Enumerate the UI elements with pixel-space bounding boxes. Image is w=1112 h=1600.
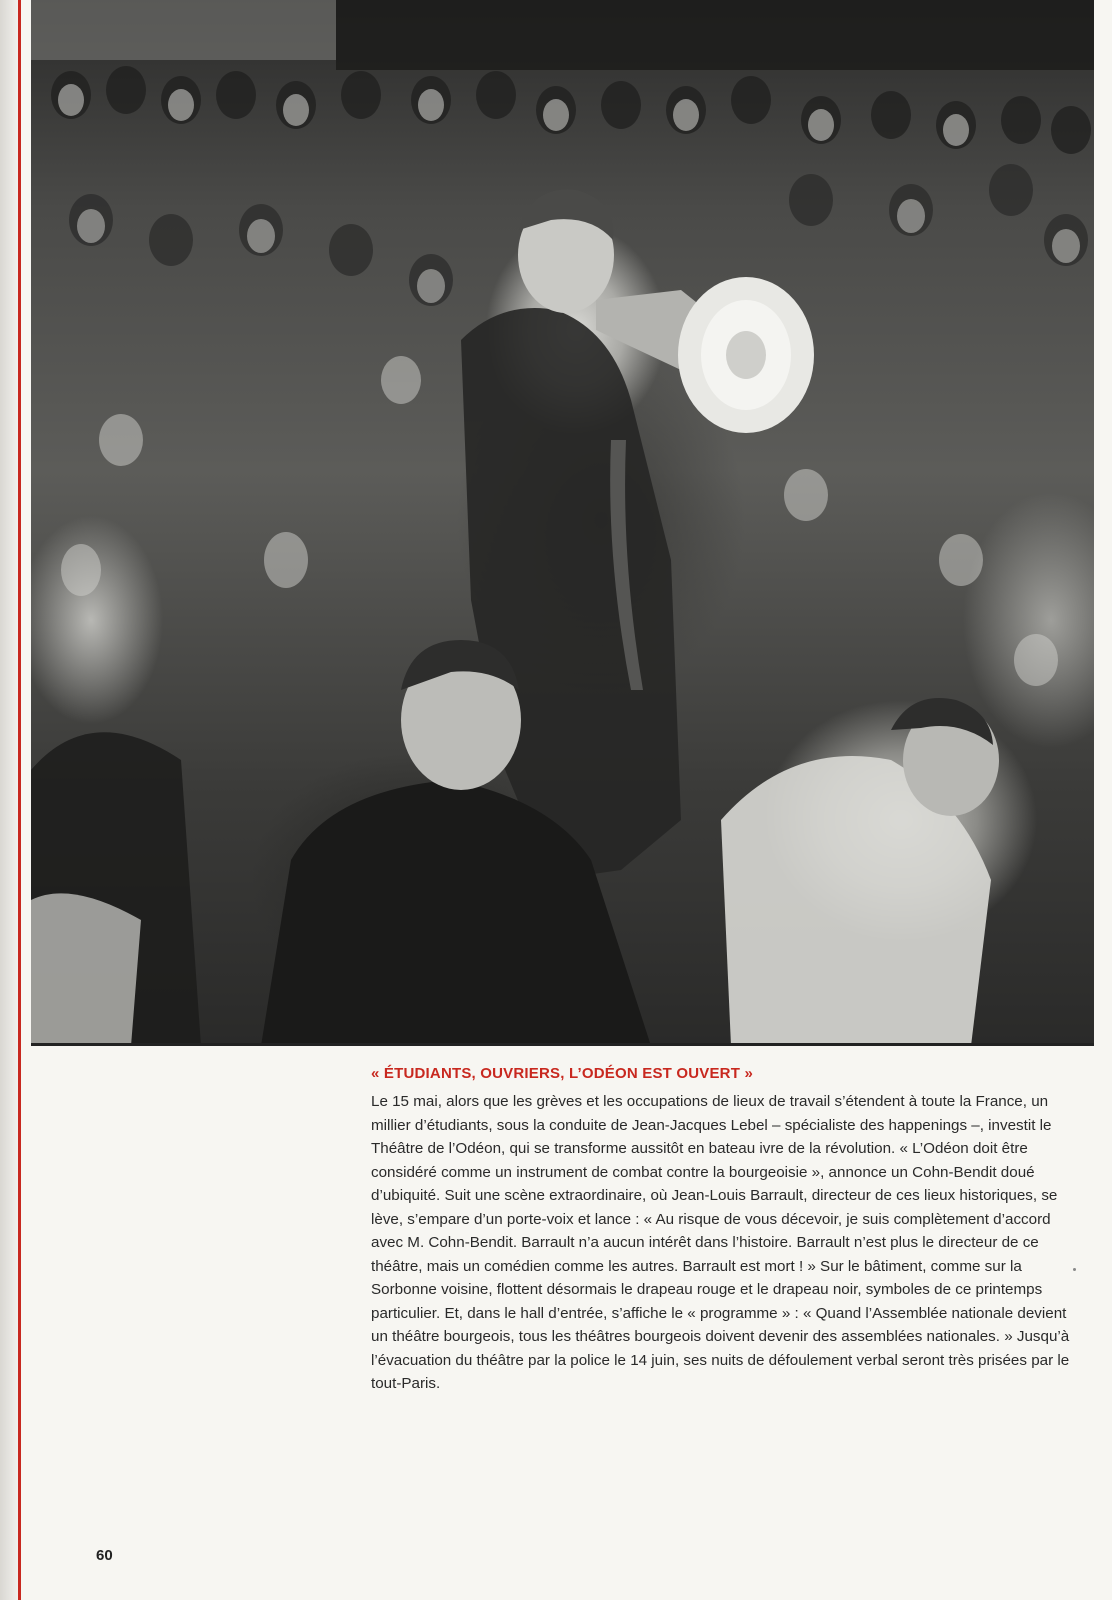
paper-speck xyxy=(1073,1268,1076,1271)
photo-odeon-crowd xyxy=(31,0,1094,1046)
page-number: 60 xyxy=(96,1547,113,1564)
photo-illustration xyxy=(31,0,1094,1046)
caption-title: « ÉTUDIANTS, OUVRIERS, L’ODÉON EST OUVERT » xyxy=(371,1065,753,1082)
red-margin-line xyxy=(18,0,21,1600)
caption-body: Le 15 mai, alors que les grèves et les occupations de lieux de travail s’étendent à toute la France, un millier d’étudiants, sous la conduite de Jean-Jacques Lebel – spécialiste des happenings –, investit le Théâtre de l’Odéon, qui se transforme aussitôt en bateau ivre de la révolution. « L’Odéon doit être considéré comme un instrument de combat contre la bourgeoisie », annonce un Cohn-Bendit doué d’ubiquité. Suit une scène extraordinaire, où Jean-Louis Barrault, directeur de ces lieux historiques, se lève, s’empare d’un porte-voix et lance : « Au risque de vous décevoir, je suis complètement d’accord avec M. Cohn-Bendit. Barrault n’a aucun intérêt dans l’histoire. Barrault n’est plus le directeur de ce théâtre, mais un comédien comme les autres. Barrault est mort ! » Sur le bâtiment, comme sur la Sorbonne voisine, flottent désormais le drapeau rouge et le drapeau noir, symboles de ce printemps particulier. Et, dans le hall d’entrée, s’affiche le « programme » : « Quand l’Assemblée nationale devient un théâtre bourgeois, tous les théâtres bourgeois doivent devenir des assemblées nationales. » Jusqu’à l’évacuation du théâtre par la police le 14 juin, ses nuits de défoulement verbal seront très prisées par le tout-Paris. xyxy=(371,1093,1070,1392)
page-gutter xyxy=(0,0,18,1600)
